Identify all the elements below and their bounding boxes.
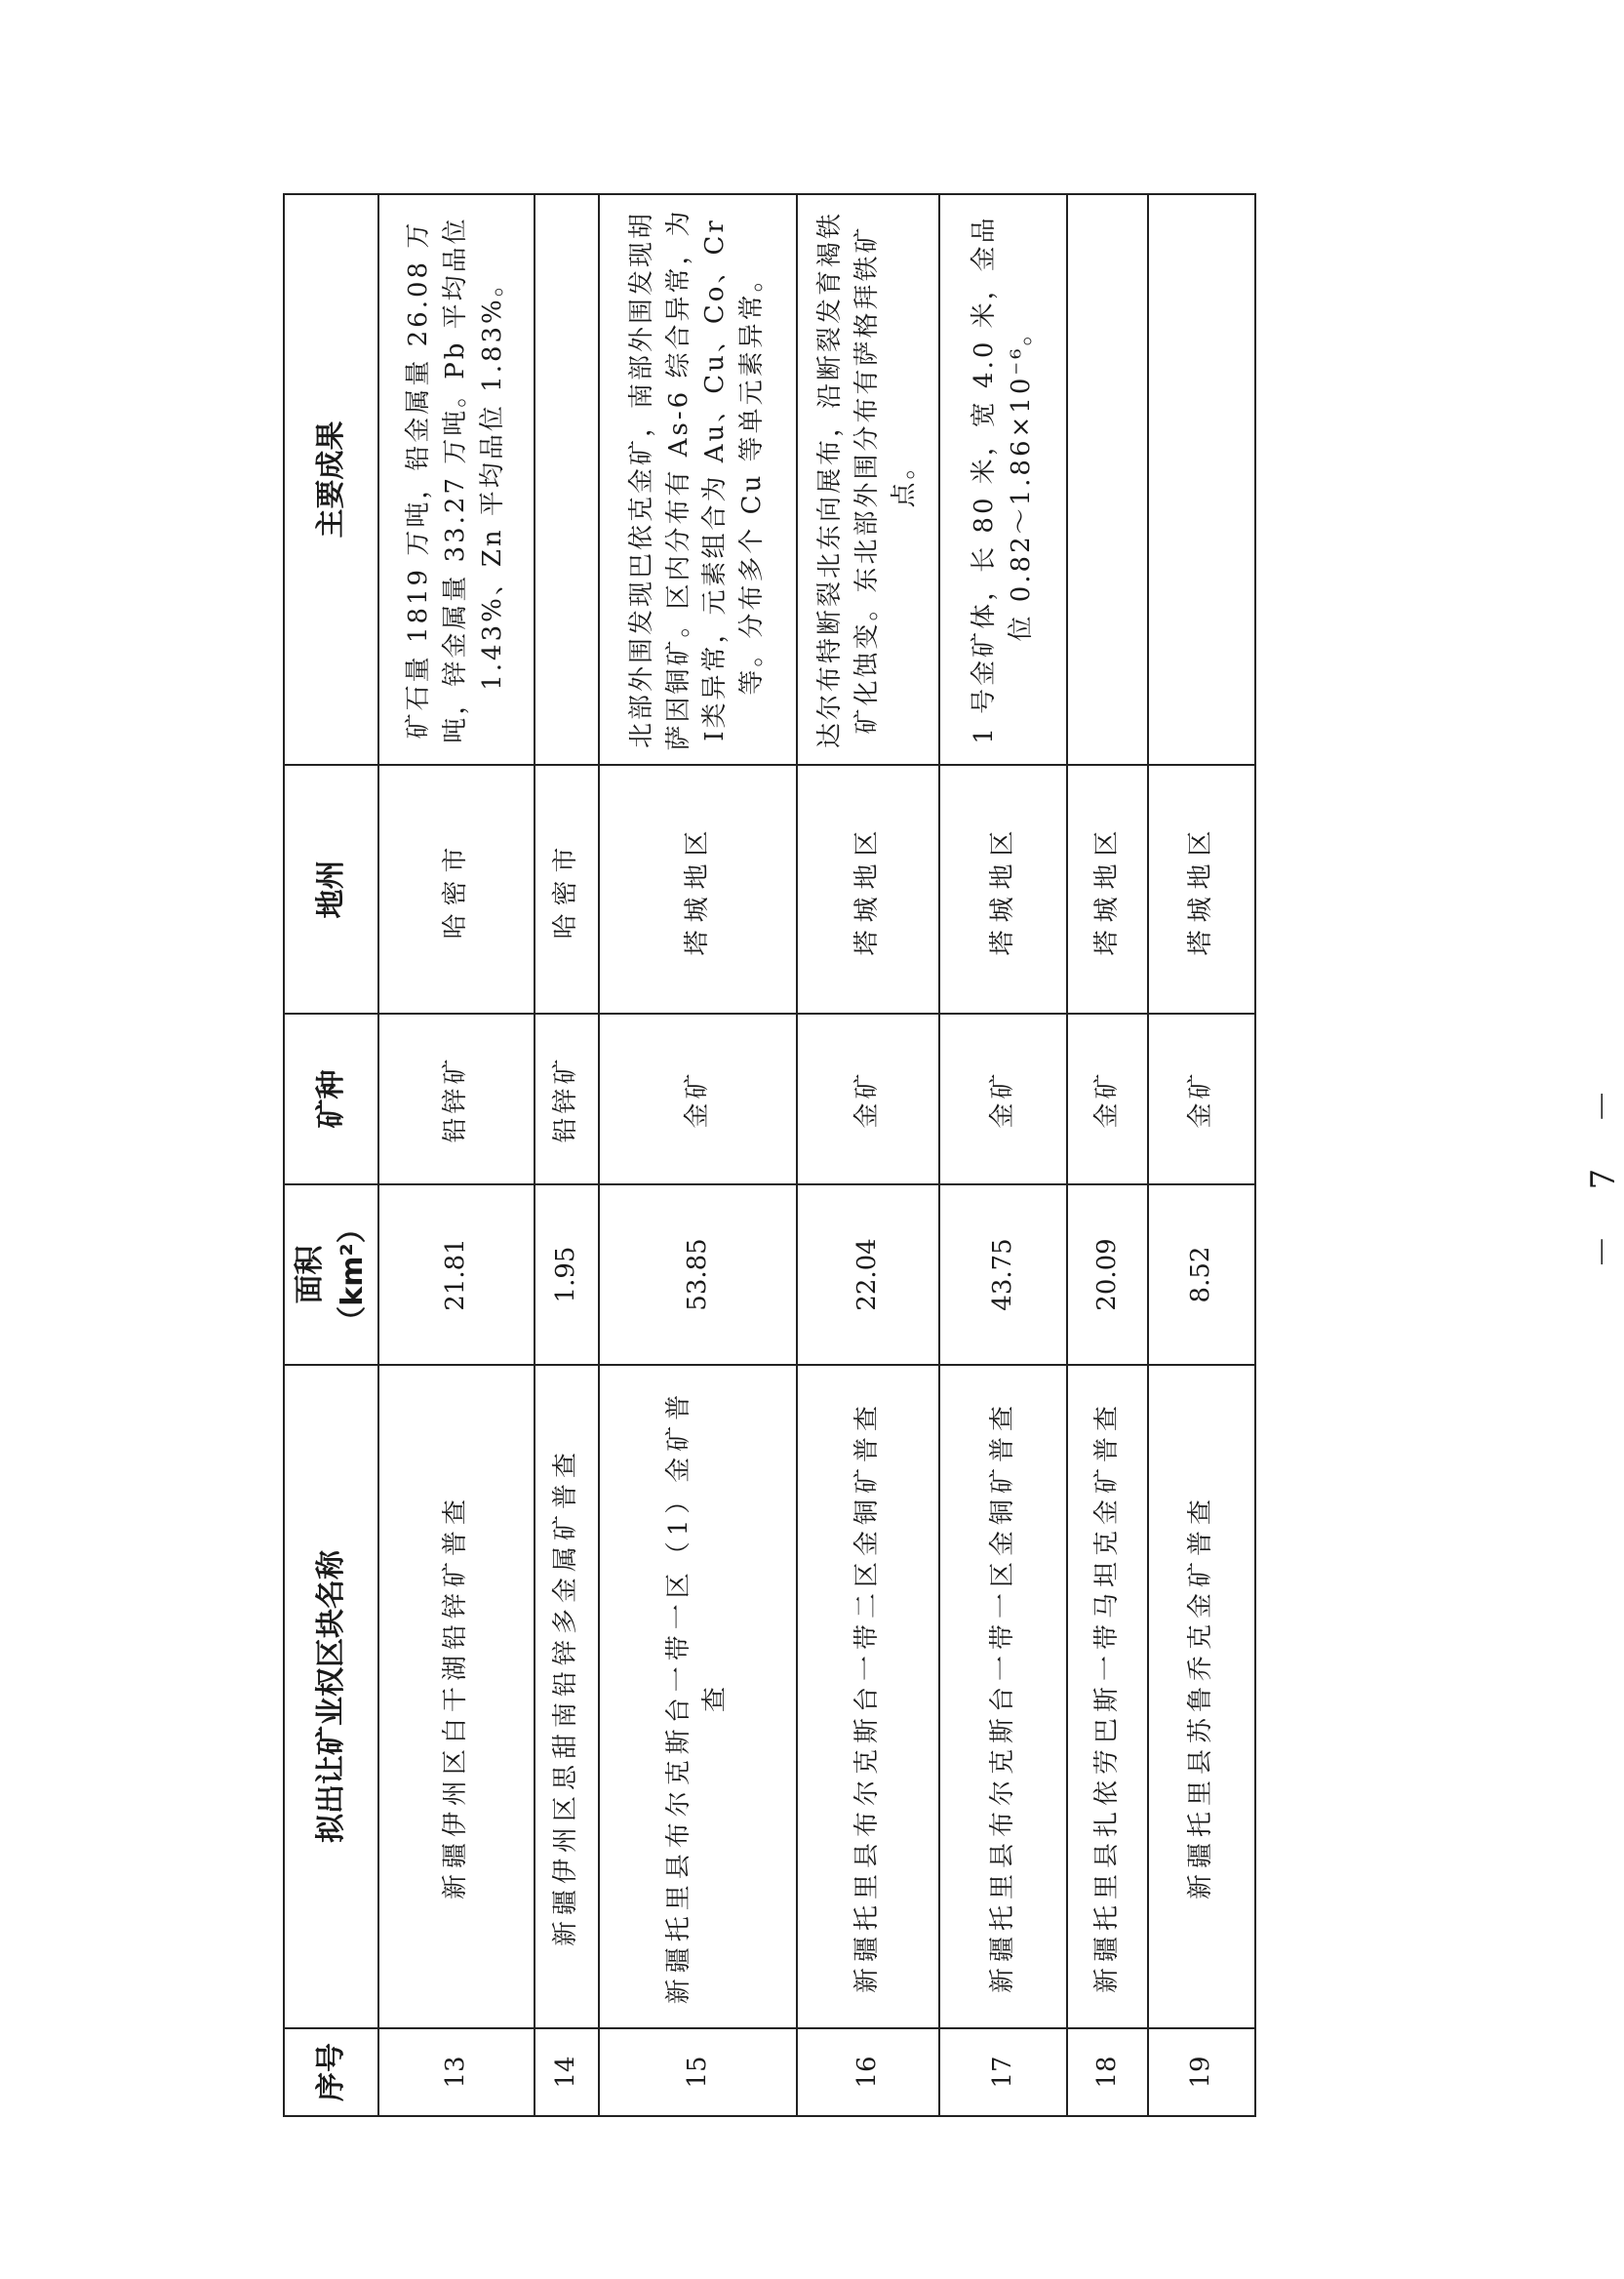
cell-region: 塔城地区: [1067, 765, 1148, 1014]
cell-name: 新疆托里县布尔克斯台一带二区金铜矿普查: [797, 1365, 940, 2028]
table-row: [1148, 194, 1255, 2116]
header-seq: 序号: [284, 2028, 378, 2116]
cell-results: 达尔布特断裂北东向展布，沿断裂发育褐铁矿化蚀变。东北部外围分布有萨格拜铁矿点。: [797, 194, 940, 765]
cell-seq: 14: [535, 2028, 600, 2116]
cell-seq: 13: [378, 2028, 535, 2116]
cell-results: [1148, 194, 1255, 765]
cell-area: 43.75: [939, 1184, 1067, 1365]
cell-region: 塔城地区: [797, 765, 940, 1014]
cell-area: 22.04: [797, 1184, 940, 1365]
cell-area: 8.52: [1148, 1184, 1255, 1365]
cell-seq: 16: [797, 2028, 940, 2116]
cell-area: 1.95: [535, 1184, 600, 1365]
cell-region: 哈密市: [535, 765, 600, 1014]
cell-region: 塔城地区: [1148, 765, 1255, 1014]
cell-mineral: 金矿: [939, 1014, 1067, 1184]
cell-mineral: 金矿: [1148, 1014, 1255, 1184]
cell-results: 1 号金矿体，长 80 米，宽 4.0 米，金品位 0.82～1.86×10⁻⁶。: [939, 194, 1067, 765]
header-area: 面积（km²）: [284, 1184, 378, 1365]
cell-name: 新疆托里县布尔克斯台一带一区金铜矿普查: [939, 1365, 1067, 2028]
cell-mineral: 铅锌矿: [535, 1014, 600, 1184]
cell-area: 20.09: [1067, 1184, 1148, 1365]
cell-region: 哈密市: [378, 765, 535, 1014]
cell-results: [535, 194, 600, 765]
table-row: [797, 194, 940, 2116]
table-row: [599, 194, 796, 2116]
header-results: 主要成果: [284, 194, 378, 765]
cell-name: 新疆托里县布尔克斯台一带一区（1）金矿普查: [599, 1365, 796, 2028]
cell-seq: 15: [599, 2028, 796, 2116]
cell-seq: 17: [939, 2028, 1067, 2116]
cell-mineral: 金矿: [599, 1014, 796, 1184]
cell-seq: 19: [1148, 2028, 1255, 2116]
cell-name: 新疆伊州区思甜南铅锌多金属矿普查: [535, 1365, 600, 2028]
cell-region: 塔城地区: [599, 765, 796, 1014]
cell-results: 矿石量 1819 万吨，铅金属量 26.08 万吨，锌金属量 33.27 万吨。Pb 平均品位 1.43%、Zn 平均品位 1.83%。: [378, 194, 535, 765]
header-region: 地州: [284, 765, 378, 1014]
table-row: [535, 194, 600, 2116]
cell-results: [1067, 194, 1148, 765]
cell-mineral: 金矿: [797, 1014, 940, 1184]
cell-name: 新疆托里县扎依劳巴斯一带马坦克金矿普查: [1067, 1365, 1148, 2028]
cell-results: 北部外围发现巴依克金矿，南部外围发现胡萨因铜矿。区内分布有 As-6 综合异常，为Ⅰ类异常，元素组合为 Au、Cu、Co、Cr 等。分布多个 Cu 等单元素异常。: [599, 194, 796, 765]
cell-region: 塔城地区: [939, 765, 1067, 1014]
cell-area: 53.85: [599, 1184, 796, 1365]
table-header-row: [284, 194, 378, 2116]
table-row: [1067, 194, 1148, 2116]
mining-rights-table: [283, 193, 1256, 2117]
header-name: 拟出让矿业权区块名称: [284, 1365, 378, 2028]
cell-name: 新疆伊州区白干湖铅锌矿普查: [378, 1365, 535, 2028]
cell-name: 新疆托里县苏鲁乔克金矿普查: [1148, 1365, 1255, 2028]
cell-mineral: 金矿: [1067, 1014, 1148, 1184]
header-mineral: 矿种: [284, 1014, 378, 1184]
cell-seq: 18: [1067, 2028, 1148, 2116]
rotated-table-container: [283, 195, 1256, 2117]
page-number: － 7 －: [1584, 1071, 1624, 1269]
table-row: [378, 194, 535, 2116]
table-row: [939, 194, 1067, 2116]
cell-mineral: 铅锌矿: [378, 1014, 535, 1184]
cell-area: 21.81: [378, 1184, 535, 1365]
